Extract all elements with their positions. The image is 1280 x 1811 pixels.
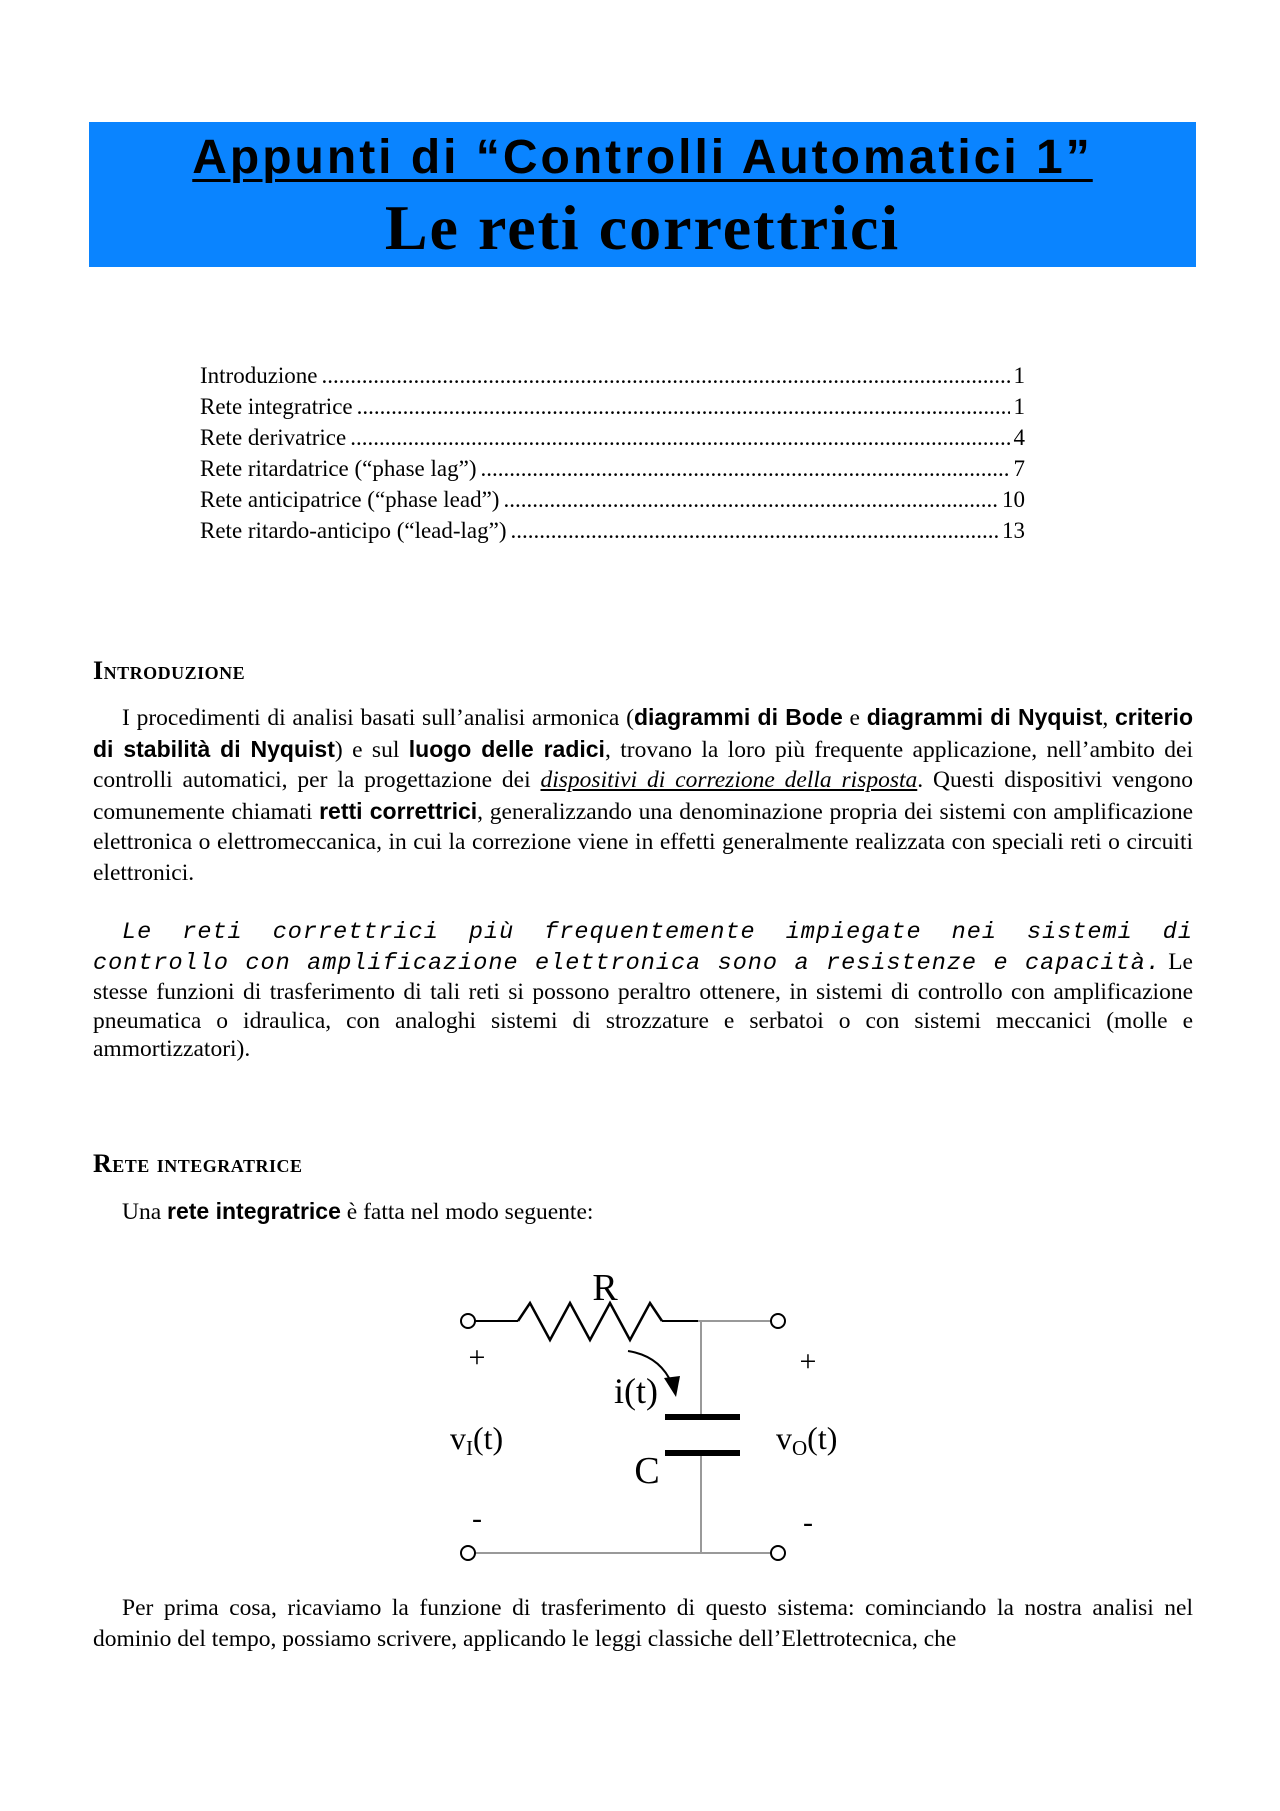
document-subtitle: Appunti di “Controlli Automatici 1” xyxy=(192,131,1093,184)
bold-term: diagrammi di Bode xyxy=(633,704,843,730)
text-run: , generalizzando una denominazione propria dei sistemi con amplificazione elettronica o elettromeccanica, in cui la correzione viene in effetti generalmente realizzata con speciali reti o circuiti elettronici. xyxy=(93,798,1194,886)
bold-term: criterio di stabilità di Nyquist xyxy=(93,704,1193,762)
toc-entry-label: Rete integratrice xyxy=(200,394,353,419)
resistor-label: R xyxy=(592,1267,618,1309)
text-run: è fatta nel modo seguente: xyxy=(340,1199,594,1225)
toc-entry-label: Rete ritardo-anticipo (“lead-lag”) xyxy=(200,518,507,543)
output-plus-sign: + xyxy=(799,1345,817,1378)
output-terminal-top xyxy=(771,1314,785,1328)
resistor xyxy=(518,1303,662,1340)
input-terminal-bottom xyxy=(461,1546,475,1560)
underlined-term: dispositivi di correzione della risposta xyxy=(540,767,918,793)
toc-entry-page: 10 xyxy=(1002,487,1025,512)
bold-term: diagrammi di Nyquist xyxy=(866,704,1103,730)
toc-entry-page: 7 xyxy=(1013,456,1025,481)
capacitor-plate-top xyxy=(665,1414,740,1420)
output-terminal-bottom xyxy=(771,1546,785,1560)
text-run: , trovano la loro più frequente applicazione, nell’ambito dei controlli automatici, per la progettazione dei xyxy=(93,736,1193,793)
text-run: . Questi dispositivi vengono comunemente chiamati xyxy=(93,767,1193,825)
toc-entry-page: 1 xyxy=(1013,363,1025,388)
toc-entry-page: 1 xyxy=(1013,394,1025,419)
input-terminal-top xyxy=(461,1314,475,1328)
document-title: Le reti correttrici xyxy=(384,192,901,263)
capacitor-plate-bottom xyxy=(665,1450,740,1456)
integratrice-paragraph-2 xyxy=(93,1593,1193,1654)
text-run: Le stesse funzioni di trasferimento di tali reti si possono peraltro ottenere, in sistemi di controllo con amplificazione pneumatica o idraulica, con analoghi sistemi di strozzature e serbatoi o con sistemi meccanici (molle e ammortizzatori). xyxy=(93,948,1193,1062)
section-heading-introduzione: Introduzione xyxy=(93,656,246,685)
text-run: , xyxy=(1102,705,1116,731)
current-label: i(t) xyxy=(614,1371,658,1411)
toc-entry-label: Introduzione xyxy=(200,363,318,388)
toc-entry-label: Rete ritardatrice (“phase lag”) xyxy=(200,456,477,481)
text-run: e xyxy=(842,705,867,731)
toc-entry-page: 13 xyxy=(1002,518,1025,543)
input-plus-sign: + xyxy=(468,1341,486,1374)
text-run: ) e sul xyxy=(334,736,409,763)
toc-entry-label: Rete derivatrice xyxy=(200,425,347,450)
bold-term: luogo delle radici xyxy=(408,735,605,762)
capacitor-label: C xyxy=(634,1450,660,1492)
output-voltage-label: vO(t) xyxy=(776,1420,838,1460)
toc-entry-label: Rete anticipatrice (“phase lead”) xyxy=(200,487,500,512)
output-minus-sign: - xyxy=(803,1506,813,1539)
input-minus-sign: - xyxy=(472,1502,482,1535)
bold-term: rete integratrice xyxy=(167,1198,341,1224)
toc-entry-page: 4 xyxy=(1013,425,1025,450)
input-voltage-label: vI(t) xyxy=(450,1420,504,1460)
text-run: I procedimenti di analisi basati sull’analisi armonica ( xyxy=(122,705,634,731)
text-run: Per prima cosa, ricaviamo la funzione di trasferimento di questo sistema: cominciando la nostra analisi nel dominio del tempo, possiamo scrivere, applicando le leggi classiche dell’Elettrotecnica, che xyxy=(93,1595,1193,1652)
section-heading-rete-integratrice: Rete integratrice xyxy=(93,1149,303,1178)
text-run: Una xyxy=(122,1199,168,1225)
mono-italic-text: Le reti correttrici più frequentemente impiegate nei sistemi di controllo con amplificazione elettronica sono a resistenze e capacità. xyxy=(93,919,1193,977)
bold-term: retti correttrici xyxy=(319,797,478,824)
current-arrow-head xyxy=(664,1376,680,1397)
